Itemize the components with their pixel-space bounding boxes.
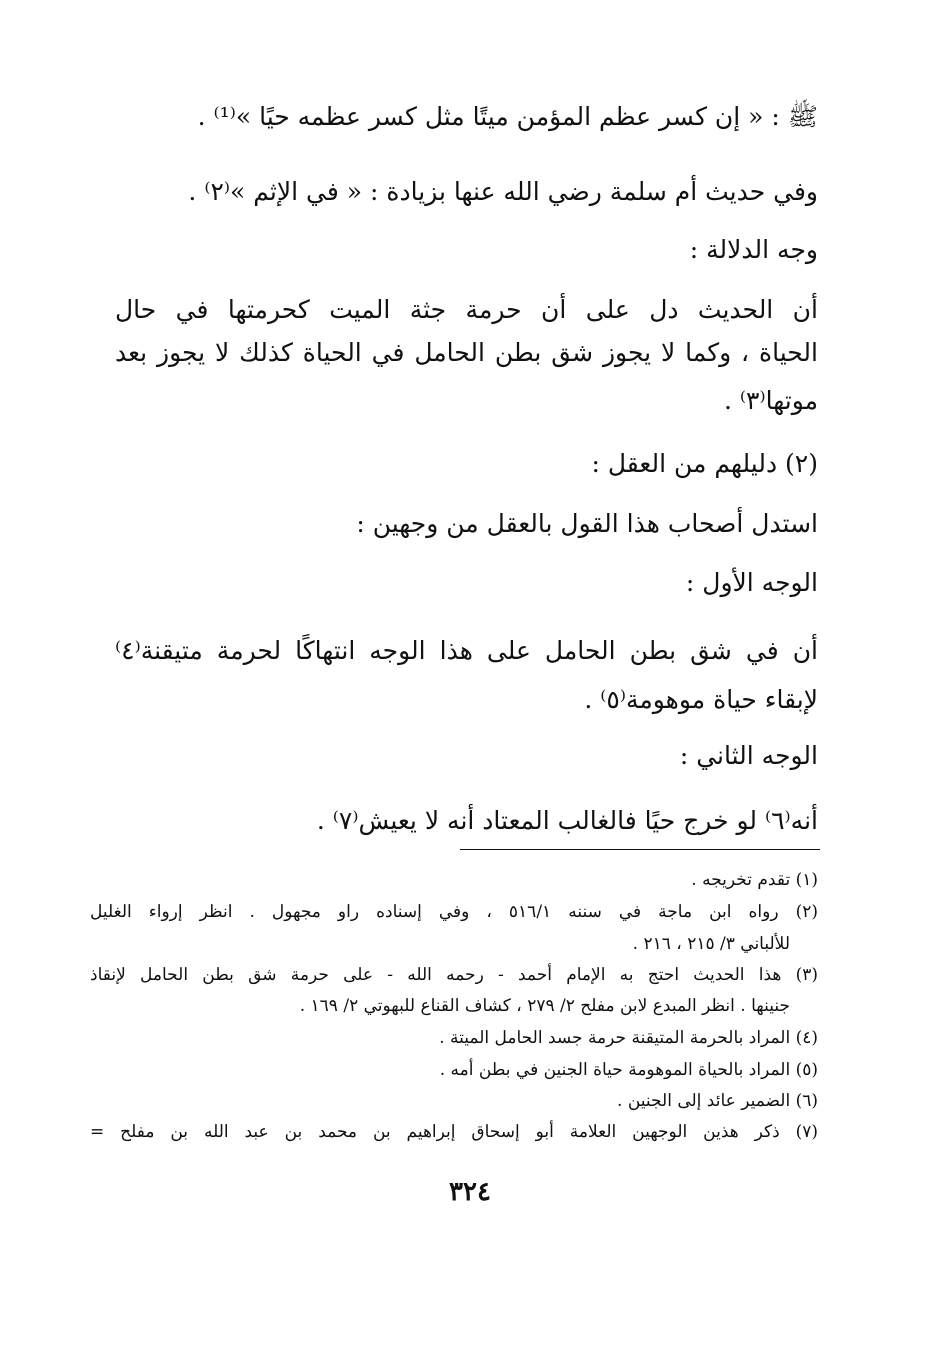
- footnote-5: (٥) المراد بالحياة الموهومة حياة الجنين في بطن أمه .: [439, 1060, 818, 1080]
- footnote-1: (١) تقدم تخريجه .: [691, 870, 818, 890]
- text-line-11: لإبقاء حياة موهومة⁽٥⁾ .: [584, 685, 818, 714]
- section-heading-evidence: وجه الدلالة :: [689, 235, 818, 264]
- text-line-10: أن في شق بطن الحامل على هذا الوجه انتهاكًا لحرمة متيقنة⁽٤⁾: [115, 636, 818, 665]
- section-heading-reason: (٢) دليلهم من العقل :: [591, 449, 818, 478]
- footnote-6: (٦) الضمير عائد إلى الجنين .: [617, 1091, 818, 1111]
- section-heading-second: الوجه الثاني :: [679, 741, 818, 770]
- footnote-2-continued: للألباني ٣/ ٢١٥ ، ٢١٦ .: [632, 934, 790, 954]
- text-line-8: استدل أصحاب هذا القول بالعقل من وجهين :: [356, 509, 818, 538]
- text-line-1: ﷺ : « إن كسر عظم المؤمن ميتًا مثل كسر عظمه حيًا »⁽¹⁾ .: [197, 102, 818, 131]
- text-line-4: أن الحديث دل على أن حرمة جثة الميت كحرمتها في حال: [115, 295, 818, 324]
- text-line-6: موتها⁽٣⁾ .: [723, 386, 818, 415]
- text-line-13: أنه⁽٦⁾ لو خرج حيًا فالغالب المعتاد أنه لا يعيش⁽٧⁾ .: [316, 806, 818, 835]
- footnote-7: (٧) ذكر هذين الوجهين العلامة أبو إسحاق إبراهيم بن محمد بن عبد الله بن مفلح =: [90, 1122, 818, 1142]
- footnote-3-continued: جنينها . انظر المبدع لابن مفلح ٢/ ٢٧٩ ، كشاف القناع للبهوتي ٢/ ١٦٩ .: [299, 996, 790, 1016]
- footnote-2: (٢) رواه ابن ماجة في سننه ٥١٦/١ ، وفي إسناده راو مجهول . انظر إرواء الغليل: [90, 902, 818, 922]
- text-line-5: الحياة ، وكما لا يجوز شق بطن الحامل في الحياة كذلك لا يجوز بعد: [115, 338, 818, 367]
- text-line-2: وفي حديث أم سلمة رضي الله عنها بزيادة : « في الإثم »⁽٢⁾ .: [188, 177, 818, 206]
- footnote-3: (٣) هذا الحديث احتج به الإمام أحمد - رحمه الله - على حرمة شق بطن الحامل لإنقاذ: [90, 965, 818, 985]
- page-number: ٣٢٤: [449, 1177, 491, 1207]
- footnote-4: (٤) المراد بالحرمة المتيقنة حرمة جسد الحامل الميتة .: [439, 1028, 818, 1048]
- section-heading-first: الوجه الأول :: [685, 568, 818, 597]
- footnote-separator: [460, 849, 820, 850]
